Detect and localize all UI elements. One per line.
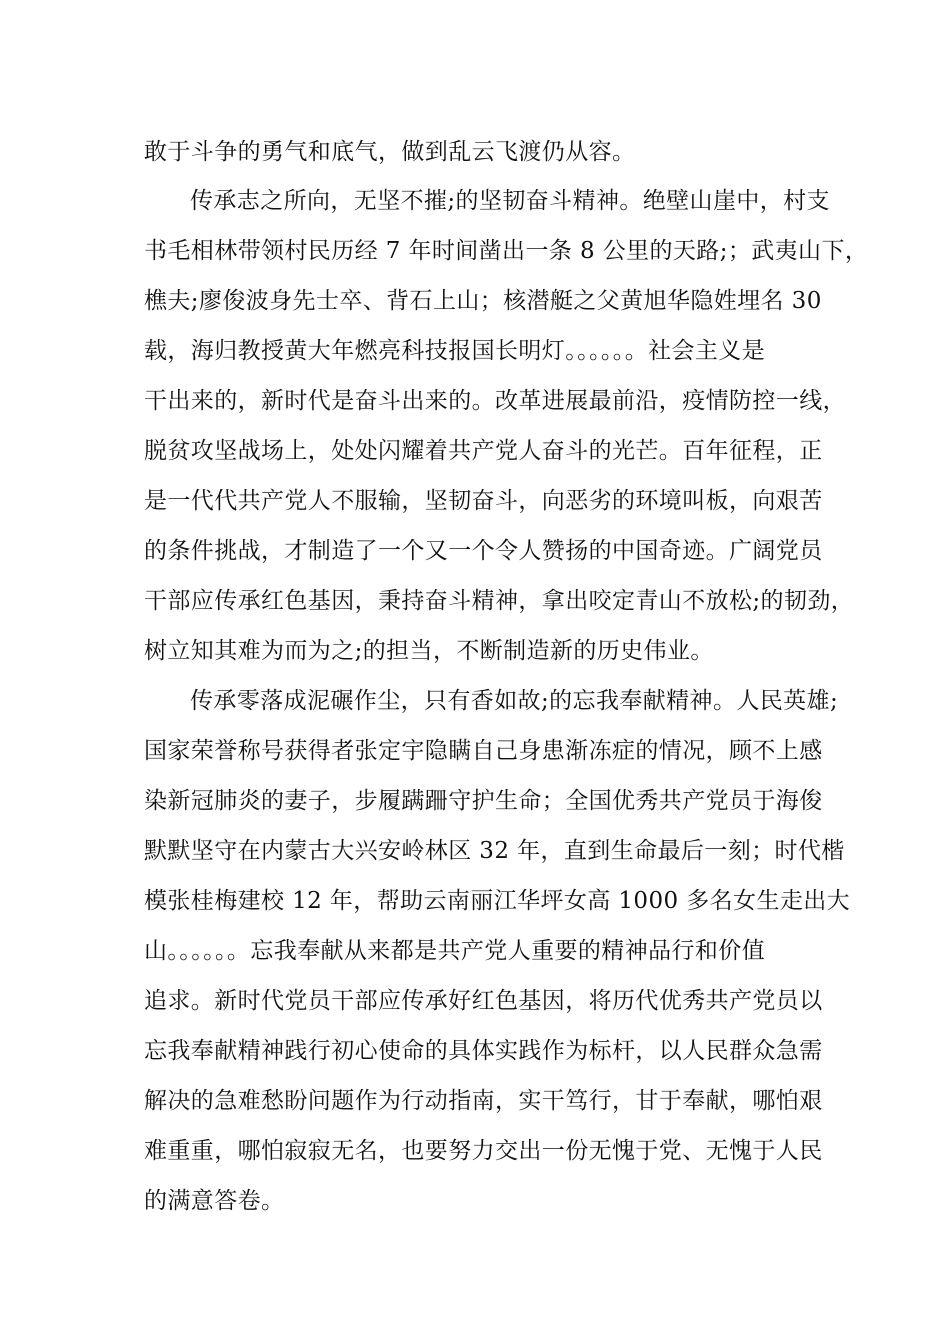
text-line: 干部应传承红色基因，秉持奋斗精神，拿出咬定青山不放松;的韧劲， <box>144 588 855 614</box>
text-line: 脱贫攻坚战场上，处处闪耀着共产党人奋斗的光芒。百年征程，正 <box>144 438 823 464</box>
text-line: 敢于斗争的勇气和底气，做到乱云飞渡仍从容。 <box>144 139 636 165</box>
text-line: 默默坚守在内蒙古大兴安岭林区 32 年，直到生命最后一刻；时代楷 <box>144 838 845 864</box>
text-line: 追求。新时代党员干部应传承好红色基因，将历代优秀共产党员以 <box>144 988 823 1014</box>
text-line: 忘我奉献精神践行初心使命的具体实践作为标杆，以人民群众急需 <box>144 1038 823 1064</box>
text-line: 国家荣誉称号获得者张定宇隐瞒自己身患渐冻症的情况，顾不上感 <box>144 738 823 764</box>
text-line: 模张桂梅建校 12 年，帮助云南丽江华坪女高 1000 多名女生走出大 <box>144 888 851 914</box>
text-line: 樵夫;廖俊波身先士卒、背石上山；核潜艇之父黄旭华隐姓埋名 30 <box>144 288 822 314</box>
text-line: 解决的急难愁盼问题作为行动指南，实干笃行，甘于奉献，哪怕艰 <box>144 1088 823 1114</box>
paragraph-first-line: 传承志之所向，无坚不摧;的坚韧奋斗精神。绝壁山崖中，村支 <box>190 188 830 214</box>
text-line: 书毛相林带领村民历经 7 年时间凿出一条 8 公里的天路;；武夷山下， <box>144 238 869 264</box>
text-line: 难重重，哪怕寂寂无名，也要努力交出一份无愧于党、无愧于人民 <box>144 1138 823 1164</box>
text-line: 的条件挑战，才制造了一个又一个令人赞扬的中国奇迹。广阔党员 <box>144 538 823 564</box>
text-line: 树立知其难为而为之;的担当，不断制造新的历史伟业。 <box>144 638 714 664</box>
text-line: 载，海归教授黄大年燃亮科技报国长明灯。。。。。。社会主义是 <box>144 338 766 364</box>
text-line: 染新冠肺炎的妻子，步履蹒跚守护生命；全国优秀共产党员于海俊 <box>144 788 823 814</box>
text-line: 是一代代共产党人不服输，坚韧奋斗，向恶劣的环境叫板，向艰苦 <box>144 488 823 514</box>
text-line: 的满意答卷。 <box>144 1188 285 1214</box>
text-line: 干出来的，新时代是奋斗出来的。改革进展最前沿，疫情防控一线， <box>144 388 846 414</box>
text-line: 山。。。。。。忘我奉献从来都是共产党人重要的精神品行和价值 <box>144 938 766 964</box>
paragraph-first-line: 传承零落成泥碾作尘，只有香如故;的忘我奉献精神。人民英雄; <box>190 688 839 714</box>
